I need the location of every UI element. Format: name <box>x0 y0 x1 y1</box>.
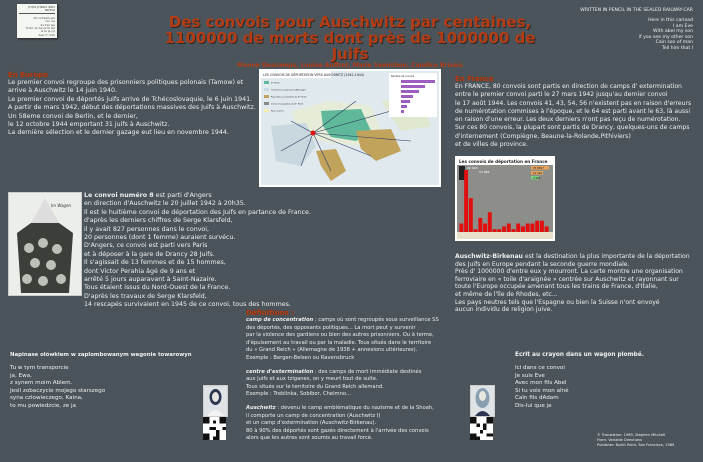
auschwitz-text-block <box>455 253 700 314</box>
deportation-map <box>259 69 441 187</box>
auschwitz-section <box>455 253 700 314</box>
europe-heading: En Europe <box>8 71 48 79</box>
europe-section <box>8 71 260 138</box>
drawing-graphic <box>9 193 81 295</box>
chart-title: Les convois de déportation en France <box>459 159 548 164</box>
hebrew-poem-line: כאן במשלוח הזה <box>33 15 55 20</box>
definition-item <box>246 405 456 443</box>
convoi8-heading: Le convoi numéro 8 <box>84 192 154 199</box>
im-wagen-drawing <box>8 192 82 296</box>
hebrew-poem-card <box>17 4 57 38</box>
authors: Manon Descamps, Louise Auffret, Marie Semichon, Candice Brisais <box>237 62 463 69</box>
definition-item <box>246 369 456 399</box>
europe-text: Le premier convoi regroupe des prisonniers politiques polonais (Tamow) et arrive à Auschwitz le 14 juin 1940. Le premier convoi de déportés juifs arrive de Tchécoslovaquie, le 6 juin 1941. A partir de mars 1942, début des déportations massives des Juifs à Auschwitz. Un 58eme convoi de Berlin, et le dernier, le 12 octobre 1944 emportant 31 juifs à Auschwitz. La dernière sélection et le dernier gazage eut lieu en novembre 1944. <box>8 79 256 137</box>
map-legend-label: Zones d'occupation du III° Reich <box>271 103 304 106</box>
drawing-caption: Im Wagen <box>51 203 72 208</box>
chart-bar <box>464 170 468 232</box>
polish-poem-text: Tu w tym transporcie ja, Ewa, z synem moim Ablem. Jesli zobaczycie mojego starszego syna czlowieczego, Kaina, to mu powiedzcie, ze ja <box>10 365 106 409</box>
chart-bar <box>469 198 473 232</box>
definitions-heading: Définitions : <box>246 309 295 317</box>
french-poem-text: Ici dans ce convoi Je suis Eve Avec mon fils Abel Si tu vois mon aîné Caïn fils dAdam Dis-lui que je <box>515 365 569 409</box>
france-text: En FRANCE, 80 convois sont partis en direction de camps d' extermination entre le premier convoi parti le 27 mars 1942 jusqu'au dernier convoi le 17 août 1944. Les convois 41, 43, 54, 56 n'existent pas en raison d'erreurs de numérotation commises à l'époque, et le 64 est parti avant le 63, là aussi en raison d'une erreur. Les deux derniers n'ont pas reçu de numérotation. Sur ces 80 convois, la plupart sont partis de Drancy, quelques-uns de camps d'internement (Compiègne, Beaune-la-Rolande,Pithiviers) et de villes de province. <box>455 83 692 149</box>
hebrew-poem-line: אני חוה <box>45 19 55 24</box>
france-heading: En France <box>455 75 494 83</box>
english-poem-title: WRITTEN IN PENCIL IN THE SEALED RAILWAY-CAR <box>580 8 693 13</box>
hebrew-poem-title: כתוב בעפרון בקרון החתום <box>19 6 55 14</box>
chart-bar <box>545 226 549 232</box>
portrait-photo <box>470 385 495 417</box>
definition-text: : devenu le camp emblématique du nazisme et de la Shoah, il comporte un camp de concentration (Auschwitz I) et un camp d'extermination (Auschwitz-Birkenau). 80 à 90% des déportés sont gazés directement à l'arrivée des convois alors que les autres sont soumis au travail forcé. <box>246 404 434 442</box>
chart-legend-value: 2 984 <box>533 176 541 180</box>
convoi8-section <box>84 192 344 310</box>
map-legend-label: Pays alliés ou satellites du III° Reich <box>271 96 307 99</box>
qr-code[interactable] <box>203 417 226 440</box>
france-section <box>455 75 700 149</box>
chart-bar <box>540 221 544 232</box>
chart-label-1: 22 420 <box>467 166 478 170</box>
auschwitz-heading: Auschwitz-Birkenau <box>455 253 523 260</box>
chart-bar <box>493 229 497 232</box>
map-legend-label: Pays neutres <box>271 110 284 113</box>
chart-bar <box>526 224 530 232</box>
map-legend-label: Territoires occupés par l'Allemagne <box>271 89 307 92</box>
definition-term: camp de concentration <box>246 317 314 323</box>
auschwitz-text: est la destination la plus importante de la déportation des Juifs en Europe pendant la seconde guerre mondiale. Près d' 1000000 d'entre eux y mourront. La carte montre une organisation ferroviaire en « toile d'araignée » centrée sur Auschwitz et rayonnant sur toute l'Europe occupée amenant tous les trains de France, d'Italie, et même de l'île de Rhodes, etc... Les pays neutres tels que l'Espagne ou bien la Suisse n'ont envoyé aucun individu de religion juive. <box>455 253 690 314</box>
qr-code[interactable] <box>470 417 493 440</box>
chart-bar <box>478 218 482 232</box>
english-poem <box>543 7 693 52</box>
map-inset-chart <box>389 73 437 117</box>
hebrew-poem-line: תגידו לו שאני <box>38 32 55 37</box>
chart-graphic <box>457 158 553 239</box>
chart-bar <box>507 224 511 232</box>
credits-text: © Translation: 1989, Stephen Mitchell From: Variable Directions Publisher: North Point, San Francisco, 1989 <box>597 433 675 447</box>
definition-text: : des camps de mort immédiate destinés aux juifs et aux tziganes, on y meurt tout de suite. Tous situés sur le territoire du Grand Reich allemand. Exemple : Treblinka, Sobibor, Chelmno... <box>246 368 422 398</box>
hebrew-poem-line: עם הבל בני <box>40 22 55 27</box>
definition-item <box>246 317 456 363</box>
chart-bar <box>521 226 525 232</box>
convoi8-text: en direction d'Auschwitz le 20 juillet 1942 à 20h35. Il est le huitième convoi de déportation des Juifs en partance de France. d'après les derniers chiffres de Serge Klarsfeld, il y avait 827 personnes dans le convoi, 20 personnes (dont 1 femme) auraient survécu. D'Angers, ce convoi est parti vers Paris et à déposer à la gare de Drancy 28 Juifs. Il s'agissait de 13 femmes et de 15 hommes, dont Victor Perahia âgé de 9 ans et arrêté 5 jours auparavant à Saint-Nazaire. Tous étaient issus du Nord-Ouest de la France. D'après les travaux de Serge Klarsfeld, 14 rescapés survivaient en 1945 de ce convoi, tous des hommes. <box>84 200 311 309</box>
credits <box>597 433 701 448</box>
map-legend-label: III° Reich <box>271 82 280 85</box>
chart-bar <box>497 229 501 232</box>
france-convoys-chart <box>455 156 555 241</box>
chart-bar <box>530 224 534 232</box>
definition-text: : camps où sont regroupés sous surveillance SS des déportés, des opposants politiques... La mort peut y survenir par la violence des gardiens ou bien des autres prisonniers. Ou à terme, d'épuisement au travail ou par la maladie. Tous situés dans le territoire du « Grand Reich » (Allemagne de 1938 + annexions ultérieures). Exemple : Bergen-Belsen ou Ravensbruck <box>246 317 439 361</box>
map-inset-title: Nombre de convois <box>391 75 415 78</box>
chart-bar <box>516 224 520 232</box>
definition-term: centre d'extermination <box>246 368 314 375</box>
chart-bar <box>474 229 478 232</box>
hebrew-poem-line: קין בן אדם <box>41 29 55 34</box>
map-graphic <box>261 71 439 185</box>
definition-term: Auschwitz <box>246 404 276 411</box>
title-line-2: 1100000 de morts dont près de 1000000 de Juifs <box>164 29 536 63</box>
chart-bar <box>512 229 516 232</box>
polish-poem <box>10 352 210 411</box>
chart-bar <box>488 212 492 232</box>
chart-label-2: 12 884 <box>479 170 490 174</box>
french-poem <box>515 352 695 411</box>
page-title <box>150 14 550 70</box>
hebrew-poem-line: אם תראו את בני הגדול <box>25 26 55 31</box>
map-title: LES CONVOIS DE DÉPORTATION VERS AUSCHWITZ (1942-1944) <box>263 73 365 77</box>
polish-poem-title: Napinase olówkiem w zaplombowanym wagonie towarowyn <box>10 352 192 358</box>
chart-bar <box>502 226 506 232</box>
chart-bar <box>483 224 487 232</box>
chart-bar <box>535 221 539 232</box>
portrait-photo <box>203 385 228 417</box>
english-poem-text: Here in this carload I am Eve With abel my son if you see my other son Cain son of man Tell him that I <box>638 18 693 51</box>
convoi8-lead-text: est parti d'Angers <box>153 192 212 199</box>
chart-legend-value: 75 8897 <box>533 166 544 170</box>
chart-bar <box>459 224 463 232</box>
chart-legend-value: 10 416 <box>533 171 543 175</box>
french-poem-title: Ecrit au crayon dans un wagon plombé. <box>515 352 644 358</box>
definitions-section <box>246 309 456 443</box>
title-line-1: Des convois pour Auschwitz par centaines, <box>168 13 532 31</box>
